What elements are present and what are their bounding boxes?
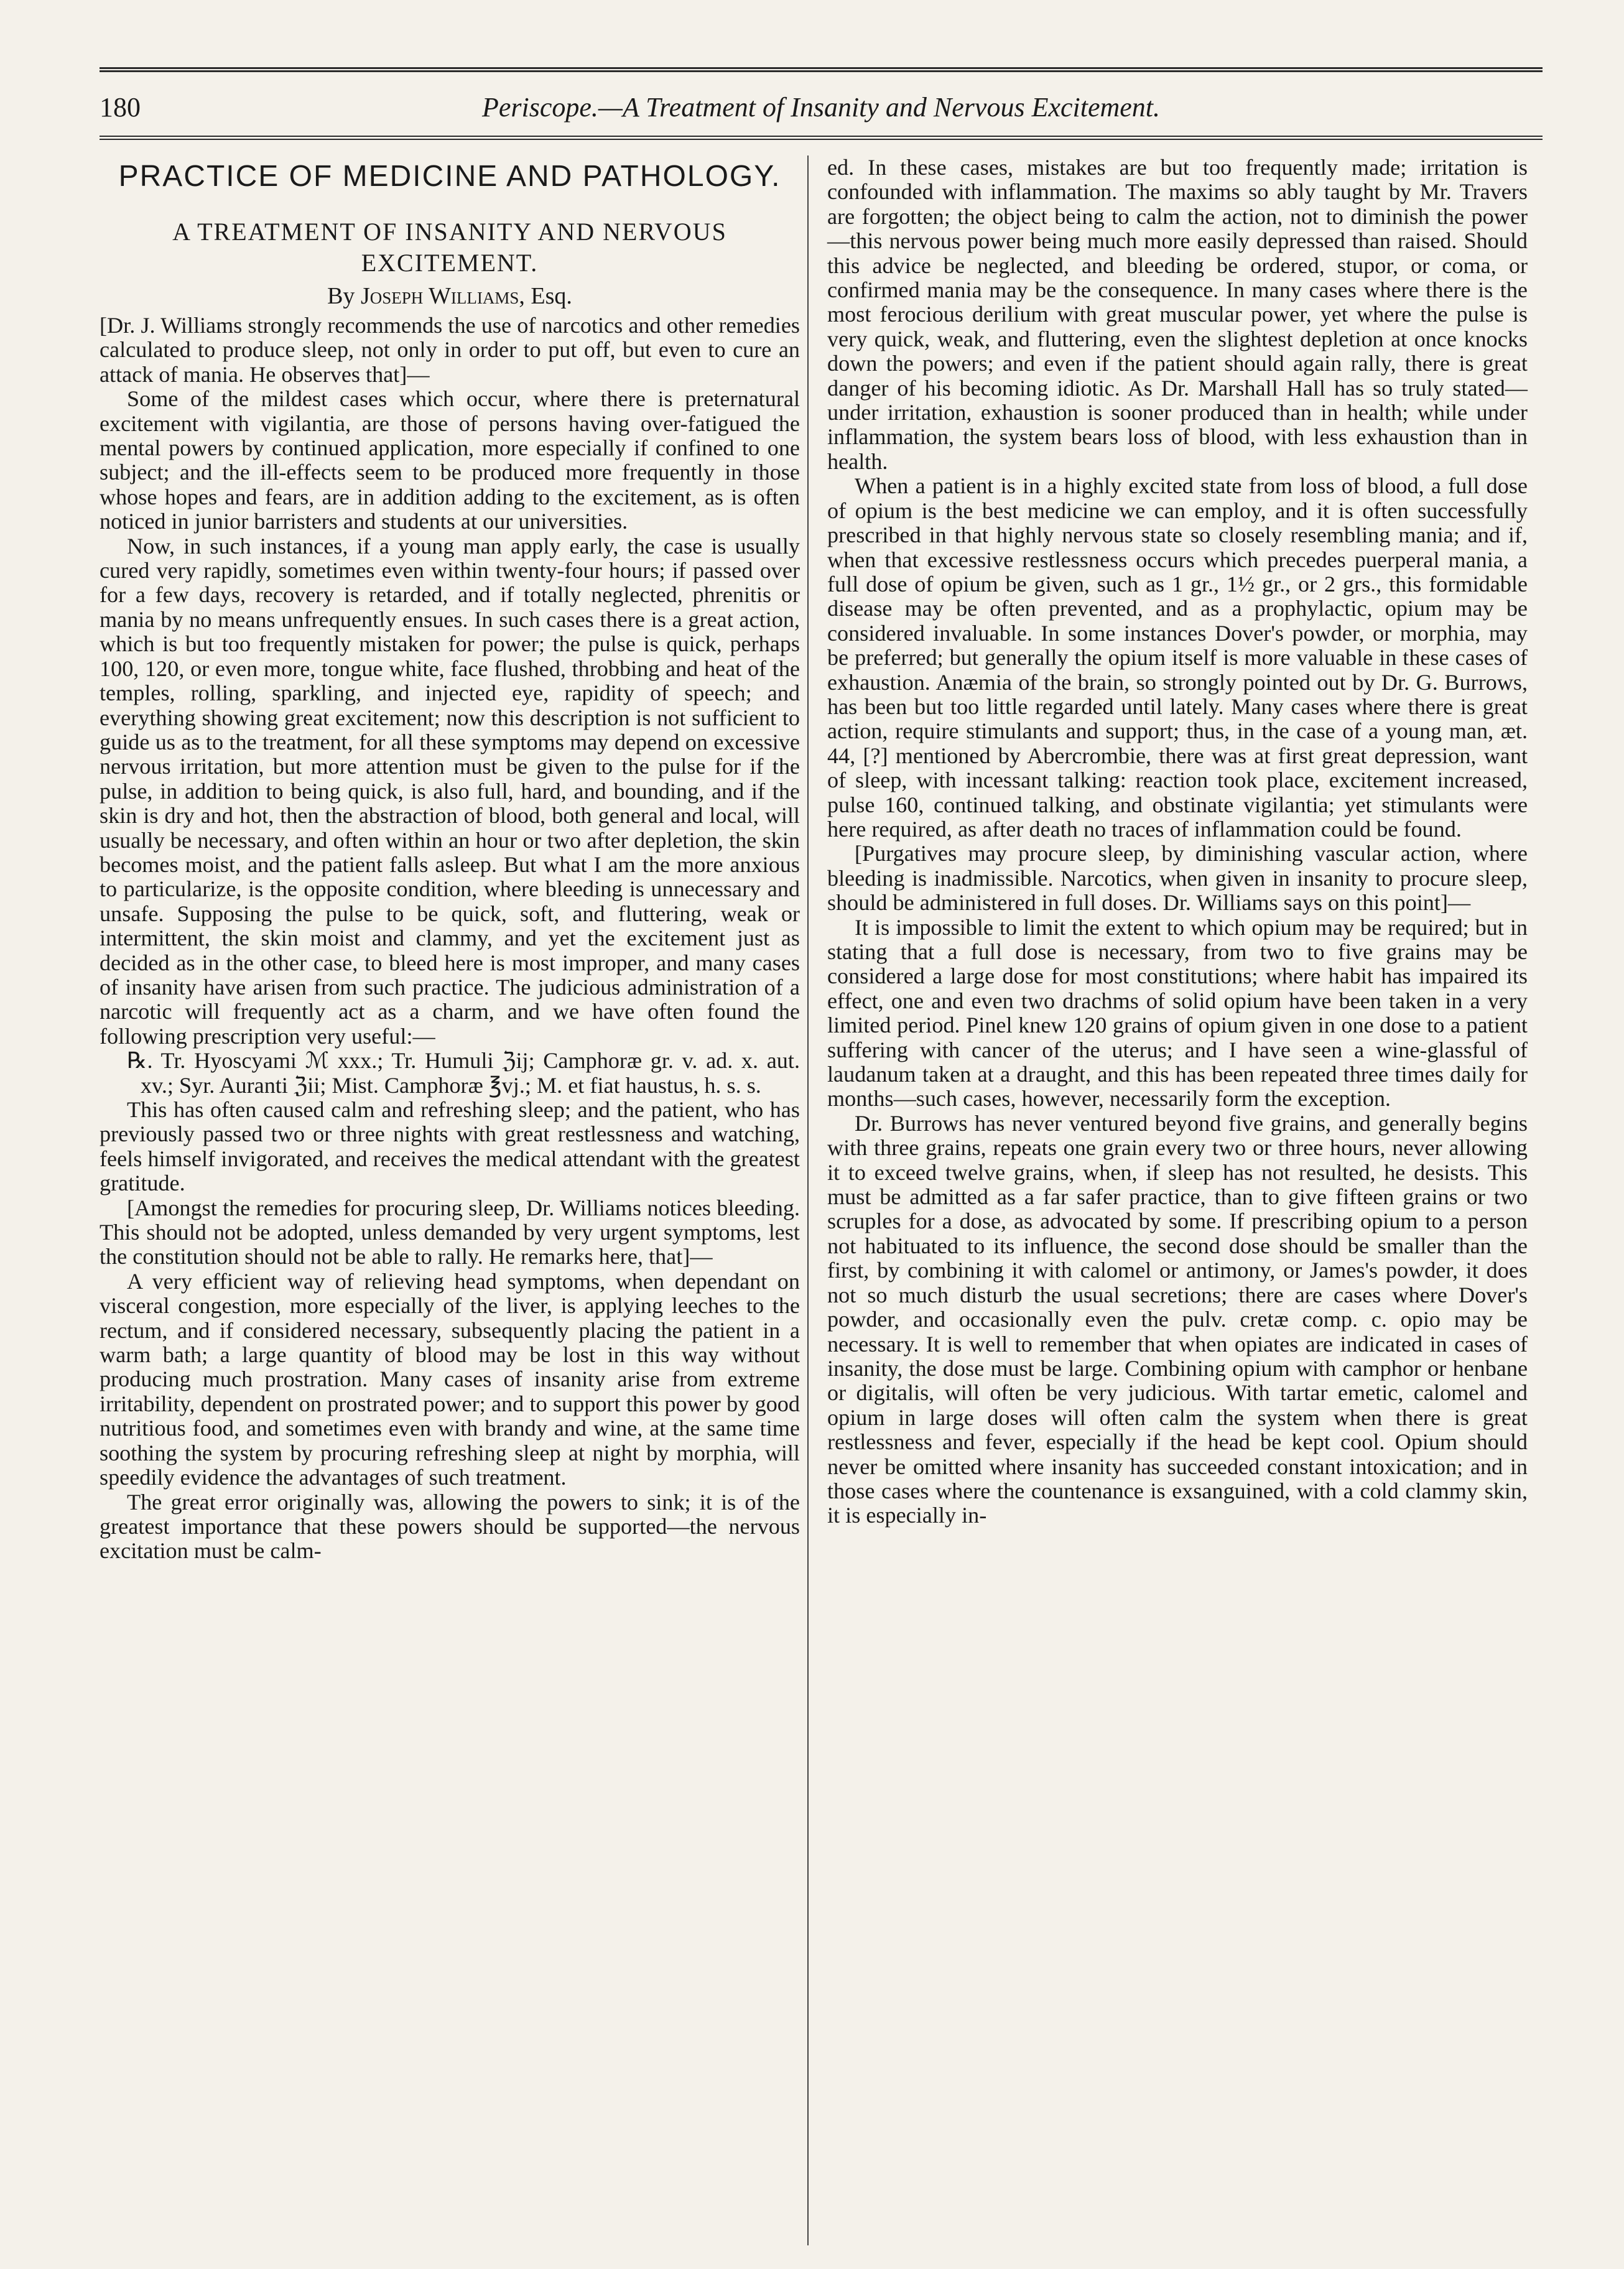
body-paragraph: The great error originally was, allowing the powers to sink; it is of the greatest importance that these powers should be supported—the nervous excitation must be calm- [100, 1489, 800, 1564]
section-heading: PRACTICE OF MEDICINE AND PATHOLOGY. [118, 160, 781, 193]
body-paragraph: Now, in such instances, if a young man apply early, the case is usually cured very rapidly, sometimes even within twenty-four hours; if passed over for a few days, recovery is retarded, and if totally neglected, phrenitis or mania by no means unfrequently ensues. In such cases there is a great action, which is but too frequently mistaken for power; the pulse is quick, perhaps 100, 120, or even more, tongue white, face flushed, throbbing and heat of the temples, rolling, sparkling, and injected eye, rapidity of speech; and everything showing great excitement; now this description is not sufficient to guide us as to the treatment, for all these symptoms may depend on excessive nervous irritation, but more attention must be given to the pulse for if the pulse, in addition to being quick, is also full, hard, and bounding, and if the skin is dry and hot, then the abstraction of blood, both general and local, will usually be necessary, and often within an hour or two after depletion, the skin becomes moist, and the patient falls asleep. But what I am the more anxious to particularize, is the opposite condition, where bleeding is unnecessary and unsafe. Supposing the pulse to be quick, soft, and fluttering, weak or intermittent, the skin moist and clammy, and yet the excitement just as decided as in the other case, to bleed here is most improper, and many cases of insanity have arisen from such practice. The judicious administration of a narcotic will frequently act as a charm, and we have often found the following prescription very useful:— [100, 533, 800, 1049]
body-paragraph: A very efficient way of relieving head symptoms, when dependant on visceral congestion, more especially of the liver, is applying leeches to the rectum, and if considered necessary, subsequently placing the patient in a warm bath; a large quantity of blood may be lost in this way without producing much prostration. Many cases of insanity arise from extreme irritability, dependent on prostrated power; and to support this power by good nutritious food, and sometimes even with brandy and wine, at the same time soothing the system by procuring refreshing sleep at night by morphia, will speedily evidence the advantages of such treatment. [100, 1268, 800, 1490]
right-column [827, 155, 1528, 1528]
prescription: ℞. Tr. Hyoscyami ℳ xxx.; Tr. Humuli ℨij; Camphoræ gr. v. ad. x. aut. xv.; Syr. Auranti ℨii; Mist. Camphoræ ℥vj.; M. et fiat haustus, h. s. s. [127, 1048, 800, 1098]
body-paragraph: Dr. Burrows has never ventured beyond five grains, and generally begins with three grains, repeats one grain every two or three hours, never allowing it to exceed twelve grains, when, if sleep has not resulted, he desists. This must be admitted as a far safer practice, than to give fifteen grains or two scruples for a dose, as advocated by some. If prescribing opium to a person not habituated to its influence, the second dose should be smaller than the first, by combining it with calomel or antimony, or James's powder, it does not so much disturb the usual secretions; there are cases where Dover's powder, and occasionally even the pulv. cretæ comp. c. opio may be necessary. It is well to remember that when opiates are indicated in cases of insanity, the dose must be large. Combining opium with camphor or henbane or digitalis, will often be very judicious. With tartar emetic, calomel and opium in large doses will often calm the system when there is great restlessness and fever, especially if the head be kept cool. Opium should never be omitted where insanity has succeeded constant intoxication; and in those cases where the countenance is exsanguined, with a cold clammy skin, it is especially in- [827, 1110, 1528, 1528]
intro-paragraph: [Dr. J. Williams strongly recommends the use of narcotics and other remedies calculated to produce sleep, not only in order to put off, but even to cure an attack of mania. He observes that]— [100, 313, 800, 387]
editorial-note: [Purgatives may procure sleep, by diminishing vascular action, where bleeding is inadmissible. Narcotics, when given in insanity to procure sleep, should be administered in full doses. Dr. Williams says on this point]— [827, 841, 1528, 916]
author-name: Joseph Williams [360, 283, 519, 309]
byline-suffix: , Esq. [519, 283, 572, 309]
byline [100, 281, 800, 311]
column-divider [807, 155, 809, 2245]
body-paragraph: This has often caused calm and refreshing sleep; and the patient, who has previously passed two or three nights with great restlessness and watching, feels himself invigorated, and receives the medical attendant with the greatest gratitude. [100, 1097, 800, 1196]
article-title: A TREATMENT OF INSANITY AND NERVOUS EXCITEMENT. [172, 218, 727, 277]
body-paragraph: ed. In these cases, mistakes are but too frequently made; irritation is confounded with inflammation. The maxims so ably taught by Mr. Travers are forgotten; the object being to calm the action, not to diminish the power—this nervous power being much more easily depressed than raised. Should this advice be neglected, and bleeding be ordered, stupor, or coma, or confirmed mania may be the consequence. In many cases where there is the most ferocious derilium with great muscular power, yet where the pulse is very quick, weak, and fluttering, even the slightest depletion at once knocks down the powers; and even if the patient should again rally, there is great danger of his becoming idiotic. As Dr. Marshall Hall has so truly stated—under irritation, exhaustion is sooner produced than in health; while under inflammation, the system bears loss of blood, with less exhaustion than in health. [827, 155, 1528, 474]
editorial-note: [Amongst the remedies for procuring sleep, Dr. Williams notices bleeding. This should not be adopted, unless demanded by very urgent symptoms, lest the constitution should not be able to rally. He remarks here, that]— [100, 1195, 800, 1269]
byline-prefix: By [327, 283, 355, 309]
running-title: Periscope.—A Treatment of Insanity and Nervous Excitement. [481, 92, 1161, 123]
running-header [100, 86, 1543, 129]
top-rule [100, 67, 1543, 72]
body-paragraph: It is impossible to limit the extent to which opium may be required; but in stating that a full dose is necessary, from two to five grains may be considered a large dose for most constitutions; where habit has impaired its effect, one and even two drachms of solid opium have been taken in a very limited period. Pinel knew 120 grains of opium given in one dose to a patient suffering with cancer of the uterus; and I have seen a wine-glassful of laudanum taken at a draught, and this has been repeated three times daily for months—such cases, however, necessarily form the exception. [827, 914, 1528, 1111]
body-paragraph: When a patient is in a highly excited state from loss of blood, a full dose of opium is the best medicine we can employ, and it is often successfully prescribed in that highly nervous state so closely resembling mania; and if, when that excessive restlessness occurs which precedes puerperal mania, a full dose of opium be given, such as 1 gr., 1½ gr., or 2 grs., this formidable disease may be often prevented, and as a prophylactic, opium may be considered invaluable. In some instances Dover's powder, or morphia, may be preferred; but generally the opium itself is more valuable in these cases of exhaustion. Anæmia of the brain, so strongly pointed out by Dr. G. Burrows, has been but too little regarded until lately. Many cases where there is great action, require stimulants and support; thus, in the case of a young man, æt. 44, [?] mentioned by Abercrombie, there was at first great depression, want of sleep, with incessant talking: reaction took place, excitement increased, pulse 160, continued talking, and obstinate vigilantia; yet stimulants were here required, as after death no traces of inflammation could be found. [827, 473, 1528, 842]
left-column [100, 155, 800, 1564]
header-rule [100, 136, 1543, 140]
page-number: 180 [100, 92, 141, 123]
body-paragraph: Some of the mildest cases which occur, where there is preternatural excitement with vigilantia, are those of persons having over-fatigued the mental powers by continued application, more especially if confined to one subject; and the ill-effects seem to be produced more frequently in those whose hopes and fears, are in addition adding to the excitement, as is often noticed in junior barristers and students at our universities. [100, 386, 800, 534]
